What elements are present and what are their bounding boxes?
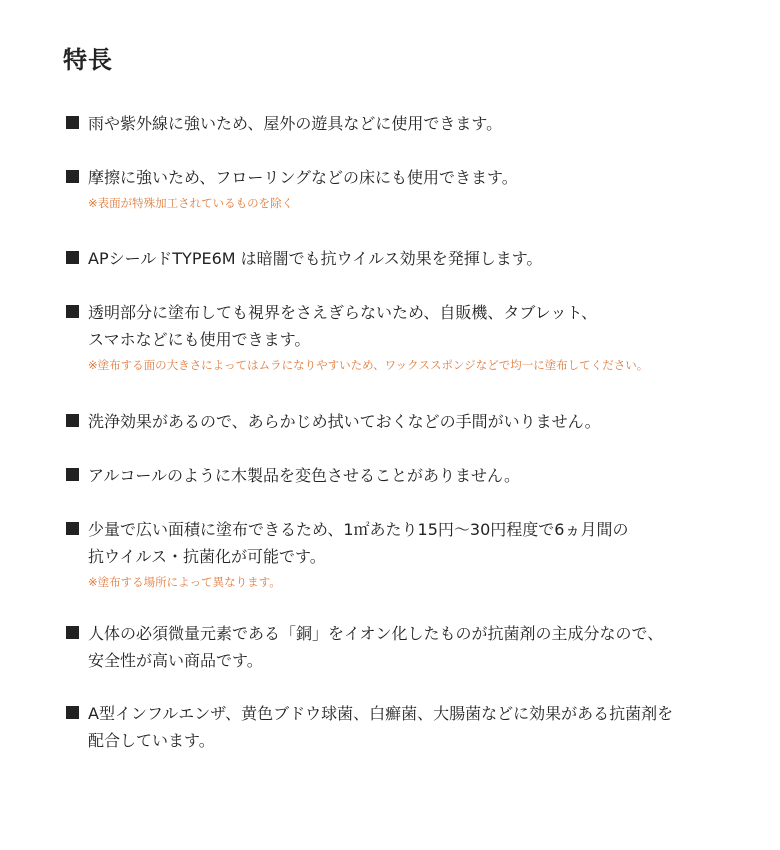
feature-item-6	[66, 462, 766, 489]
page-title: 特長	[63, 45, 113, 74]
square-bullet-icon	[66, 706, 79, 719]
feature-text: 安全性が高い商品です。	[88, 651, 263, 670]
feature-text: 透明部分に塗布しても視界をさえぎらないため、自販機、タブレット、	[88, 303, 598, 322]
feature-text: APシールドTYPE6M は暗闇でも抗ウイルス効果を発揮します。	[88, 249, 543, 268]
feature-item-9	[66, 700, 766, 754]
square-bullet-icon	[66, 414, 79, 427]
feature-item-5	[66, 408, 766, 435]
feature-item-4	[66, 299, 766, 373]
square-bullet-icon	[66, 468, 79, 481]
feature-text: アルコールのように木製品を変色させることがありません。	[88, 466, 521, 485]
feature-text: 人体の必須微量元素である「銅」をイオン化したものが抗菌剤の主成分なので、	[88, 624, 664, 643]
feature-item-7	[66, 516, 766, 590]
square-bullet-icon	[66, 116, 79, 129]
square-bullet-icon	[66, 251, 79, 264]
feature-text: 洗浄効果があるので、あらかじめ拭いておくなどの手間がいりません。	[88, 412, 601, 431]
feature-text: 少量で広い面積に塗布できるため、1㎡あたり15円〜30円程度で6ヵ月間の	[88, 520, 629, 539]
feature-text: 配合しています。	[88, 731, 215, 750]
feature-note: ※塗布する場所によって異なります。	[88, 575, 281, 589]
square-bullet-icon	[66, 305, 79, 318]
feature-item-8	[66, 620, 766, 674]
square-bullet-icon	[66, 522, 79, 535]
feature-text: A型インフルエンザ、黄色ブドウ球菌、白癬菌、大腸菌などに効果がある抗菌剤を	[88, 704, 674, 723]
feature-item-2	[66, 164, 766, 211]
feature-item-1	[66, 110, 766, 137]
feature-text: 抗ウイルス・抗菌化が可能です。	[88, 547, 326, 566]
feature-note: ※表面が特殊加工されているものを除く	[88, 196, 294, 210]
feature-text: 摩擦に強いため、フローリングなどの床にも使用できます。	[88, 168, 518, 187]
feature-text: 雨や紫外線に強いため、屋外の遊具などに使用できます。	[88, 114, 503, 133]
feature-text: スマホなどにも使用できます。	[88, 330, 311, 349]
feature-note: ※塗布する面の大きさによってはムラになりやすいため、ワックススポンジなどで均一に塗布してください。	[88, 358, 649, 372]
feature-item-3	[66, 245, 766, 272]
square-bullet-icon	[66, 626, 79, 639]
square-bullet-icon	[66, 170, 79, 183]
